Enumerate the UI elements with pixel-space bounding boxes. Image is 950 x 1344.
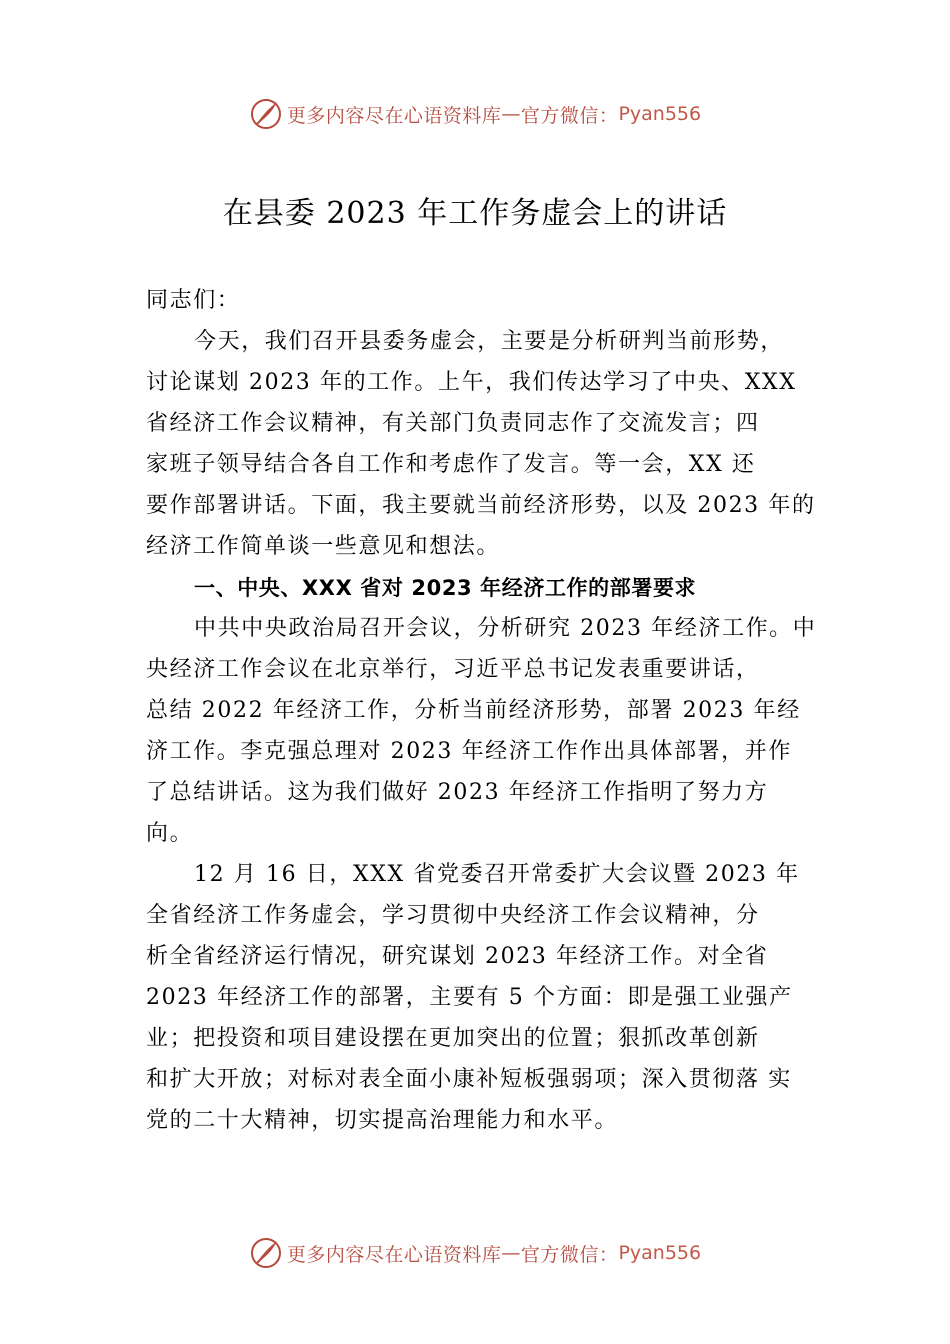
section-heading: 一、中央、XXX 省对 2023 年经济工作的部署要求 (194, 576, 697, 600)
paragraph-intro (146, 323, 816, 569)
document-body (146, 282, 817, 1143)
watermark-wechat-id: Pyan556 (618, 103, 702, 125)
quill-seal-icon (249, 97, 283, 131)
paragraph-line: 家班子领导结合各自工作和考虑作了发言。等一会，XX 还 (146, 452, 756, 477)
document-title: 在县委 2023 年工作务虚会上的讲话 (222, 196, 728, 231)
watermark-brand-text: 更多内容尽在心语资料库 (286, 1243, 502, 1266)
paragraph-line: 党的二十大精神，切实提高治理能力和水平。 (146, 1108, 619, 1133)
paragraph-line: 和扩大开放；对标对表全面小康补短板强弱项；深入贯彻落 实 (146, 1067, 792, 1092)
watermark-header (0, 94, 950, 134)
paragraph-provincial (146, 856, 810, 1143)
paragraph-line: 济工作。李克强总理对 2023 年经济工作作出具体部署，并作 (146, 739, 792, 764)
watermark-official-label: 官方微信： (520, 104, 619, 127)
paragraph-line: 总结 2022 年经济工作，分析当前经济形势，部署 2023 年经 (146, 698, 801, 723)
watermark-separator: — (501, 1242, 521, 1264)
paragraph-line: 省经济工作会议精神，有关部门负责同志作了交流发言；四 (146, 411, 760, 436)
paragraph-line: 要作部署讲话。下面，我主要就当前经济形势，以及 2023 年的 (146, 493, 816, 518)
paragraph-line: 2023 年经济工作的部署，主要有 5 个方面：即是强工业强产 (146, 985, 793, 1010)
paragraph-line: 了总结讲话。这为我们做好 2023 年经济工作指明了努力方 (146, 780, 769, 805)
watermark-brand-text: 更多内容尽在心语资料库 (286, 104, 502, 127)
paragraph-central (146, 610, 817, 856)
paragraph-line: 央经济工作会议在北京举行，习近平总书记发表重要讲话， (146, 657, 760, 682)
paragraph-line: 中共中央政治局召开会议，分析研究 2023 年经济工作。中 (194, 616, 817, 641)
watermark-wechat-id: Pyan556 (618, 1242, 702, 1264)
paragraph-line: 经济工作简单谈一些意见和想法。 (146, 534, 501, 559)
watermark-separator: — (501, 103, 521, 125)
paragraph-line: 业；把投资和项目建设摆在更加突出的位置；狠抓改革创新 (146, 1026, 760, 1051)
greeting: 同志们： (146, 288, 241, 313)
paragraph-line: 12 月 16 日，XXX 省党委召开常委扩大会议暨 2023 年 (194, 862, 800, 887)
paragraph-line: 全省经济工作务虚会，学习贯彻中央经济工作会议精神，分 (146, 903, 760, 928)
paragraph-line: 今天，我们召开县委务虚会，主要是分析研判当前形势， (194, 329, 785, 354)
paragraph-line: 析全省经济运行情况，研究谋划 2023 年经济工作。对全省 (146, 944, 769, 969)
watermark-footer (0, 1233, 950, 1273)
quill-seal-icon (249, 1236, 283, 1270)
paragraph-line: 向。 (146, 821, 194, 846)
watermark-official-label: 官方微信： (520, 1243, 619, 1266)
paragraph-line: 讨论谋划 2023 年的工作。上午，我们传达学习了中央、XXX (146, 370, 797, 395)
